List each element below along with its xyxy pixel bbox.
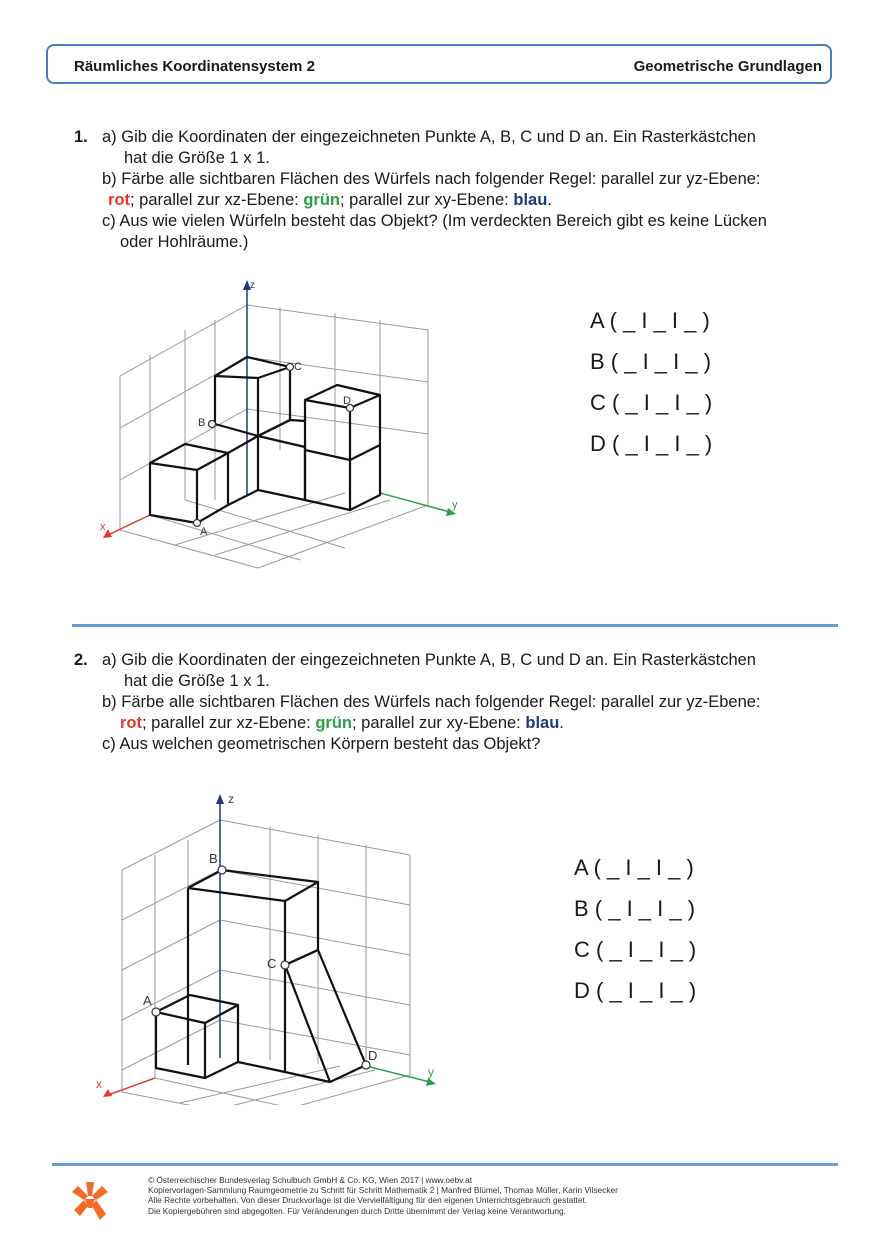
task-1a-line1: a) Gib die Koordinaten der eingezeichneten Punkte A, B, C und D an. Ein Rasterkästchen bbox=[102, 128, 756, 146]
color-gruen: grün bbox=[303, 191, 341, 209]
x-axis-label: x bbox=[96, 1077, 102, 1091]
task-number: 2. bbox=[74, 651, 88, 669]
figure-2-coordinate-system bbox=[90, 785, 450, 1105]
point-b-label: B bbox=[198, 417, 206, 429]
footer-line: Alle Rechte vorbehalten. Von dieser Druckvorlage ist die Vervielfältigung für den eigenen Unterrichtsgebrauch gestattet. bbox=[148, 1195, 588, 1206]
task-2a-line1: a) Gib die Koordinaten der eingezeichneten Punkte A, B, C und D an. Ein Rasterkästchen bbox=[102, 651, 756, 669]
footer-copyright bbox=[148, 1175, 618, 1216]
worksheet-title: Räumliches Koordinatensystem 2 bbox=[74, 58, 315, 75]
worksheet-topic: Geometrische Grundlagen bbox=[633, 58, 822, 75]
point-a-label: A bbox=[143, 993, 152, 1008]
task-2-answers bbox=[574, 847, 696, 1011]
task-1 bbox=[74, 127, 834, 257]
task-2b-line1: b) Färbe alle sichtbaren Flächen des Würfels nach folgender Regel: parallel zur yz-Ebene: bbox=[102, 693, 761, 711]
task-2a-line2: hat die Größe 1 x 1. bbox=[124, 672, 270, 690]
answer-d[interactable]: D ( _ I _ I _ ) bbox=[590, 431, 713, 456]
point-d-label: D bbox=[343, 395, 351, 407]
point-d-label: D bbox=[368, 1048, 378, 1063]
task-1b-line1: b) Färbe alle sichtbaren Flächen des Würfels nach folgender Regel: parallel zur yz-Ebene: bbox=[102, 170, 761, 188]
footer-line: Kopiervorlagen-Sammlung Raumgeometrie zu Schritt für Schritt Mathematik 2 | Manfred Blümel, Thomas Müller, Karin Vilsecker bbox=[148, 1185, 618, 1196]
color-rot: rot bbox=[120, 714, 142, 732]
footer-line: © Österreichischer Bundesverlag Schulbuch GmbH & Co. KG, Wien 2017 | www.oebv.at bbox=[148, 1175, 472, 1185]
figure-1-coordinate-system bbox=[90, 270, 470, 570]
task-1c-line1: c) Aus wie vielen Würfeln besteht das Objekt? (Im verdeckten Bereich gibt es keine Lücken bbox=[102, 212, 767, 230]
answer-a[interactable]: A ( _ I _ I _ ) bbox=[590, 308, 710, 333]
publisher-logo-icon bbox=[70, 1180, 110, 1224]
section-divider bbox=[72, 624, 838, 627]
text-part: ; parallel zur xy-Ebene: bbox=[352, 714, 526, 732]
footer-line: Die Kopiergebühren sind abgegolten. Für Veränderungen durch Dritte übernimmt der Verlag keine Verantwortung. bbox=[148, 1205, 566, 1216]
color-blau: blau bbox=[525, 714, 560, 732]
point-b-label: B bbox=[209, 851, 218, 866]
task-1c-line2: oder Hohlräume.) bbox=[120, 233, 249, 251]
task-number: 1. bbox=[74, 128, 88, 146]
header-box bbox=[46, 44, 832, 84]
color-rot: rot bbox=[108, 191, 130, 209]
answer-b[interactable]: B ( _ I _ I _ ) bbox=[590, 349, 712, 374]
footer-divider bbox=[52, 1163, 838, 1166]
text-part: . bbox=[547, 191, 552, 209]
task-2b-line2 bbox=[120, 713, 564, 734]
task-1-answers bbox=[590, 300, 712, 464]
x-axis-label: x bbox=[100, 521, 106, 533]
answer-c[interactable]: C ( _ I _ I _ ) bbox=[574, 937, 697, 962]
task-2 bbox=[74, 650, 834, 760]
y-axis-label: y bbox=[452, 499, 458, 511]
text-part: . bbox=[559, 714, 564, 732]
point-a-label: A bbox=[200, 526, 208, 538]
point-c-label: C bbox=[294, 361, 302, 373]
z-axis-label: z bbox=[228, 792, 234, 806]
color-blau: blau bbox=[513, 191, 548, 209]
task-1a-line2: hat die Größe 1 x 1. bbox=[124, 149, 270, 167]
y-axis-label: y bbox=[428, 1065, 434, 1079]
answer-a[interactable]: A ( _ I _ I _ ) bbox=[574, 855, 694, 880]
task-2c-line1: c) Aus welchen geometrischen Körpern besteht das Objekt? bbox=[102, 735, 541, 753]
answer-d[interactable]: D ( _ I _ I _ ) bbox=[574, 978, 697, 1003]
task-1b-line2 bbox=[108, 190, 552, 211]
text-part: ; parallel zur xz-Ebene: bbox=[142, 714, 316, 732]
z-axis-label: z bbox=[250, 280, 255, 291]
text-part: ; parallel zur xy-Ebene: bbox=[340, 191, 514, 209]
text-part: ; parallel zur xz-Ebene: bbox=[130, 191, 304, 209]
answer-c[interactable]: C ( _ I _ I _ ) bbox=[590, 390, 713, 415]
answer-b[interactable]: B ( _ I _ I _ ) bbox=[574, 896, 696, 921]
point-c-label: C bbox=[267, 956, 277, 971]
color-gruen: grün bbox=[315, 714, 353, 732]
